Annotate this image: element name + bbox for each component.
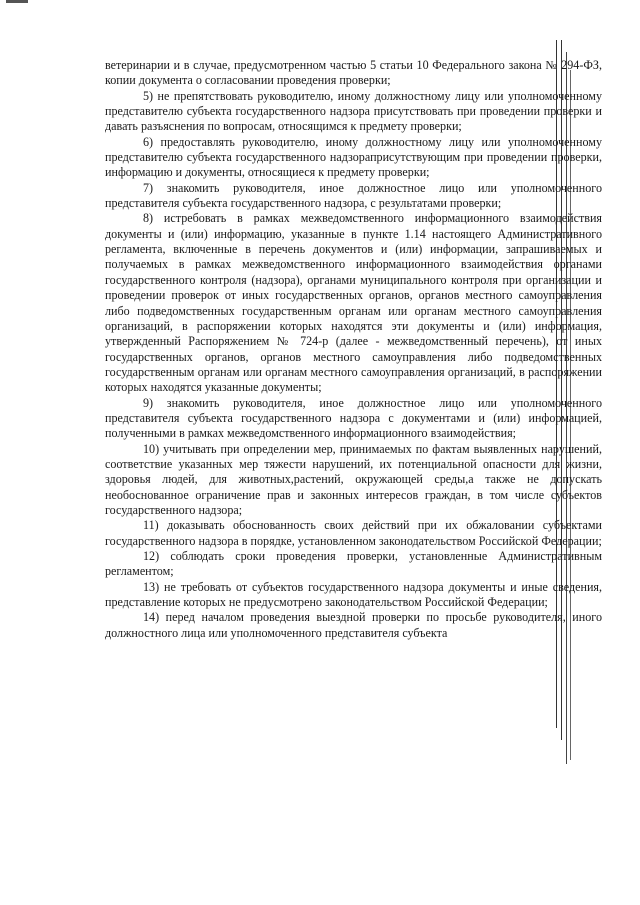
paragraph-item-6: 6) предоставлять руководителю, иному должностному лицу или уполномоченному представителю субъекта государственного надзораприсутствующим при проведении проверки, информацию и документы, относящиеся к предмету проверки; — [105, 134, 602, 180]
paragraph-item-10: 10) учитывать при определении мер, принимаемых по фактам выявленных нарушений, соответствие указанных мер тяжести нарушений, их потенциальной опасности для жизни, здоровья людей, для животных,растений, окружающей среды,а также не допускать необоснованное ограничение прав и законных интересов граждан, в том числе субъектов государственного надзора; — [105, 441, 602, 517]
scan-artifact-mark — [6, 0, 28, 3]
paragraph-item-14: 14) перед началом проведения выездной проверки по просьбе руководителя, иного должностного лица или уполномоченного представителя субъекта — [105, 610, 602, 640]
paragraph-item-12: 12) соблюдать сроки проведения проверки, установленные Административным регламентом; — [105, 549, 602, 579]
paragraph-item-7: 7) знакомить руководителя, иное должностное лицо или уполномоченного представителя субъекта государственного надзора, с результатами проверки; — [105, 180, 602, 211]
paragraph-continuation: ветеринарии и в случае, предусмотренном частью 5 статьи 10 Федерального закона № 294-ФЗ, копии документа о согласовании проведения проверки; — [105, 58, 602, 88]
paragraph-item-13: 13) не требовать от субъектов государственного надзора документы и иные сведения, представление которых не предусмотрено законодательством Российской Федерации; — [105, 579, 602, 610]
paragraph-item-11: 11) доказывать обоснованность своих действий при их обжаловании субъектами государственного надзора в порядке, установленном законодательством Российской Федерации; — [105, 518, 602, 548]
paragraph-item-9: 9) знакомить руководителя, иное должностное лицо или уполномоченного представителя субъекта государственного надзора с документами и (или) информацией, полученными в рамках межведомственного информационного взаимодействия; — [105, 395, 602, 441]
document-body — [105, 58, 602, 641]
paragraph-item-5: 5) не препятствовать руководителю, иному должностному лицу или уполномоченному представителю субъекта государственного надзора присутствовать при проведении проверки и давать разъяснения по вопросам, относящимся к предмету проверки; — [105, 88, 602, 134]
paragraph-item-8: 8) истребовать в рамках межведомственного информационного взаимодействия документы и (или) информацию, указанные в пункте 1.14 настоящего Административного регламента, включенные в перечень документов и (или) информации, запрашиваемых и получаемых в рамках межведомственного информационного взаимодействия органами государственного контроля (надзора), органами муниципального контроля при организации и проведении проверок от иных государственных органов, органов местного самоуправления либо подведомственных государственным органам или органам местного самоуправления организаций, в распоряжении которых находятся эти документы и (или) информация, утвержденный Распоряжением № 724-р (далее - межведомственный перечень), от иных государственных органов, органов местного самоуправления либо подведомственных государственным органам или органам местного самоуправления организаций, в распоряжении которых находятся указанные документы; — [105, 211, 602, 395]
